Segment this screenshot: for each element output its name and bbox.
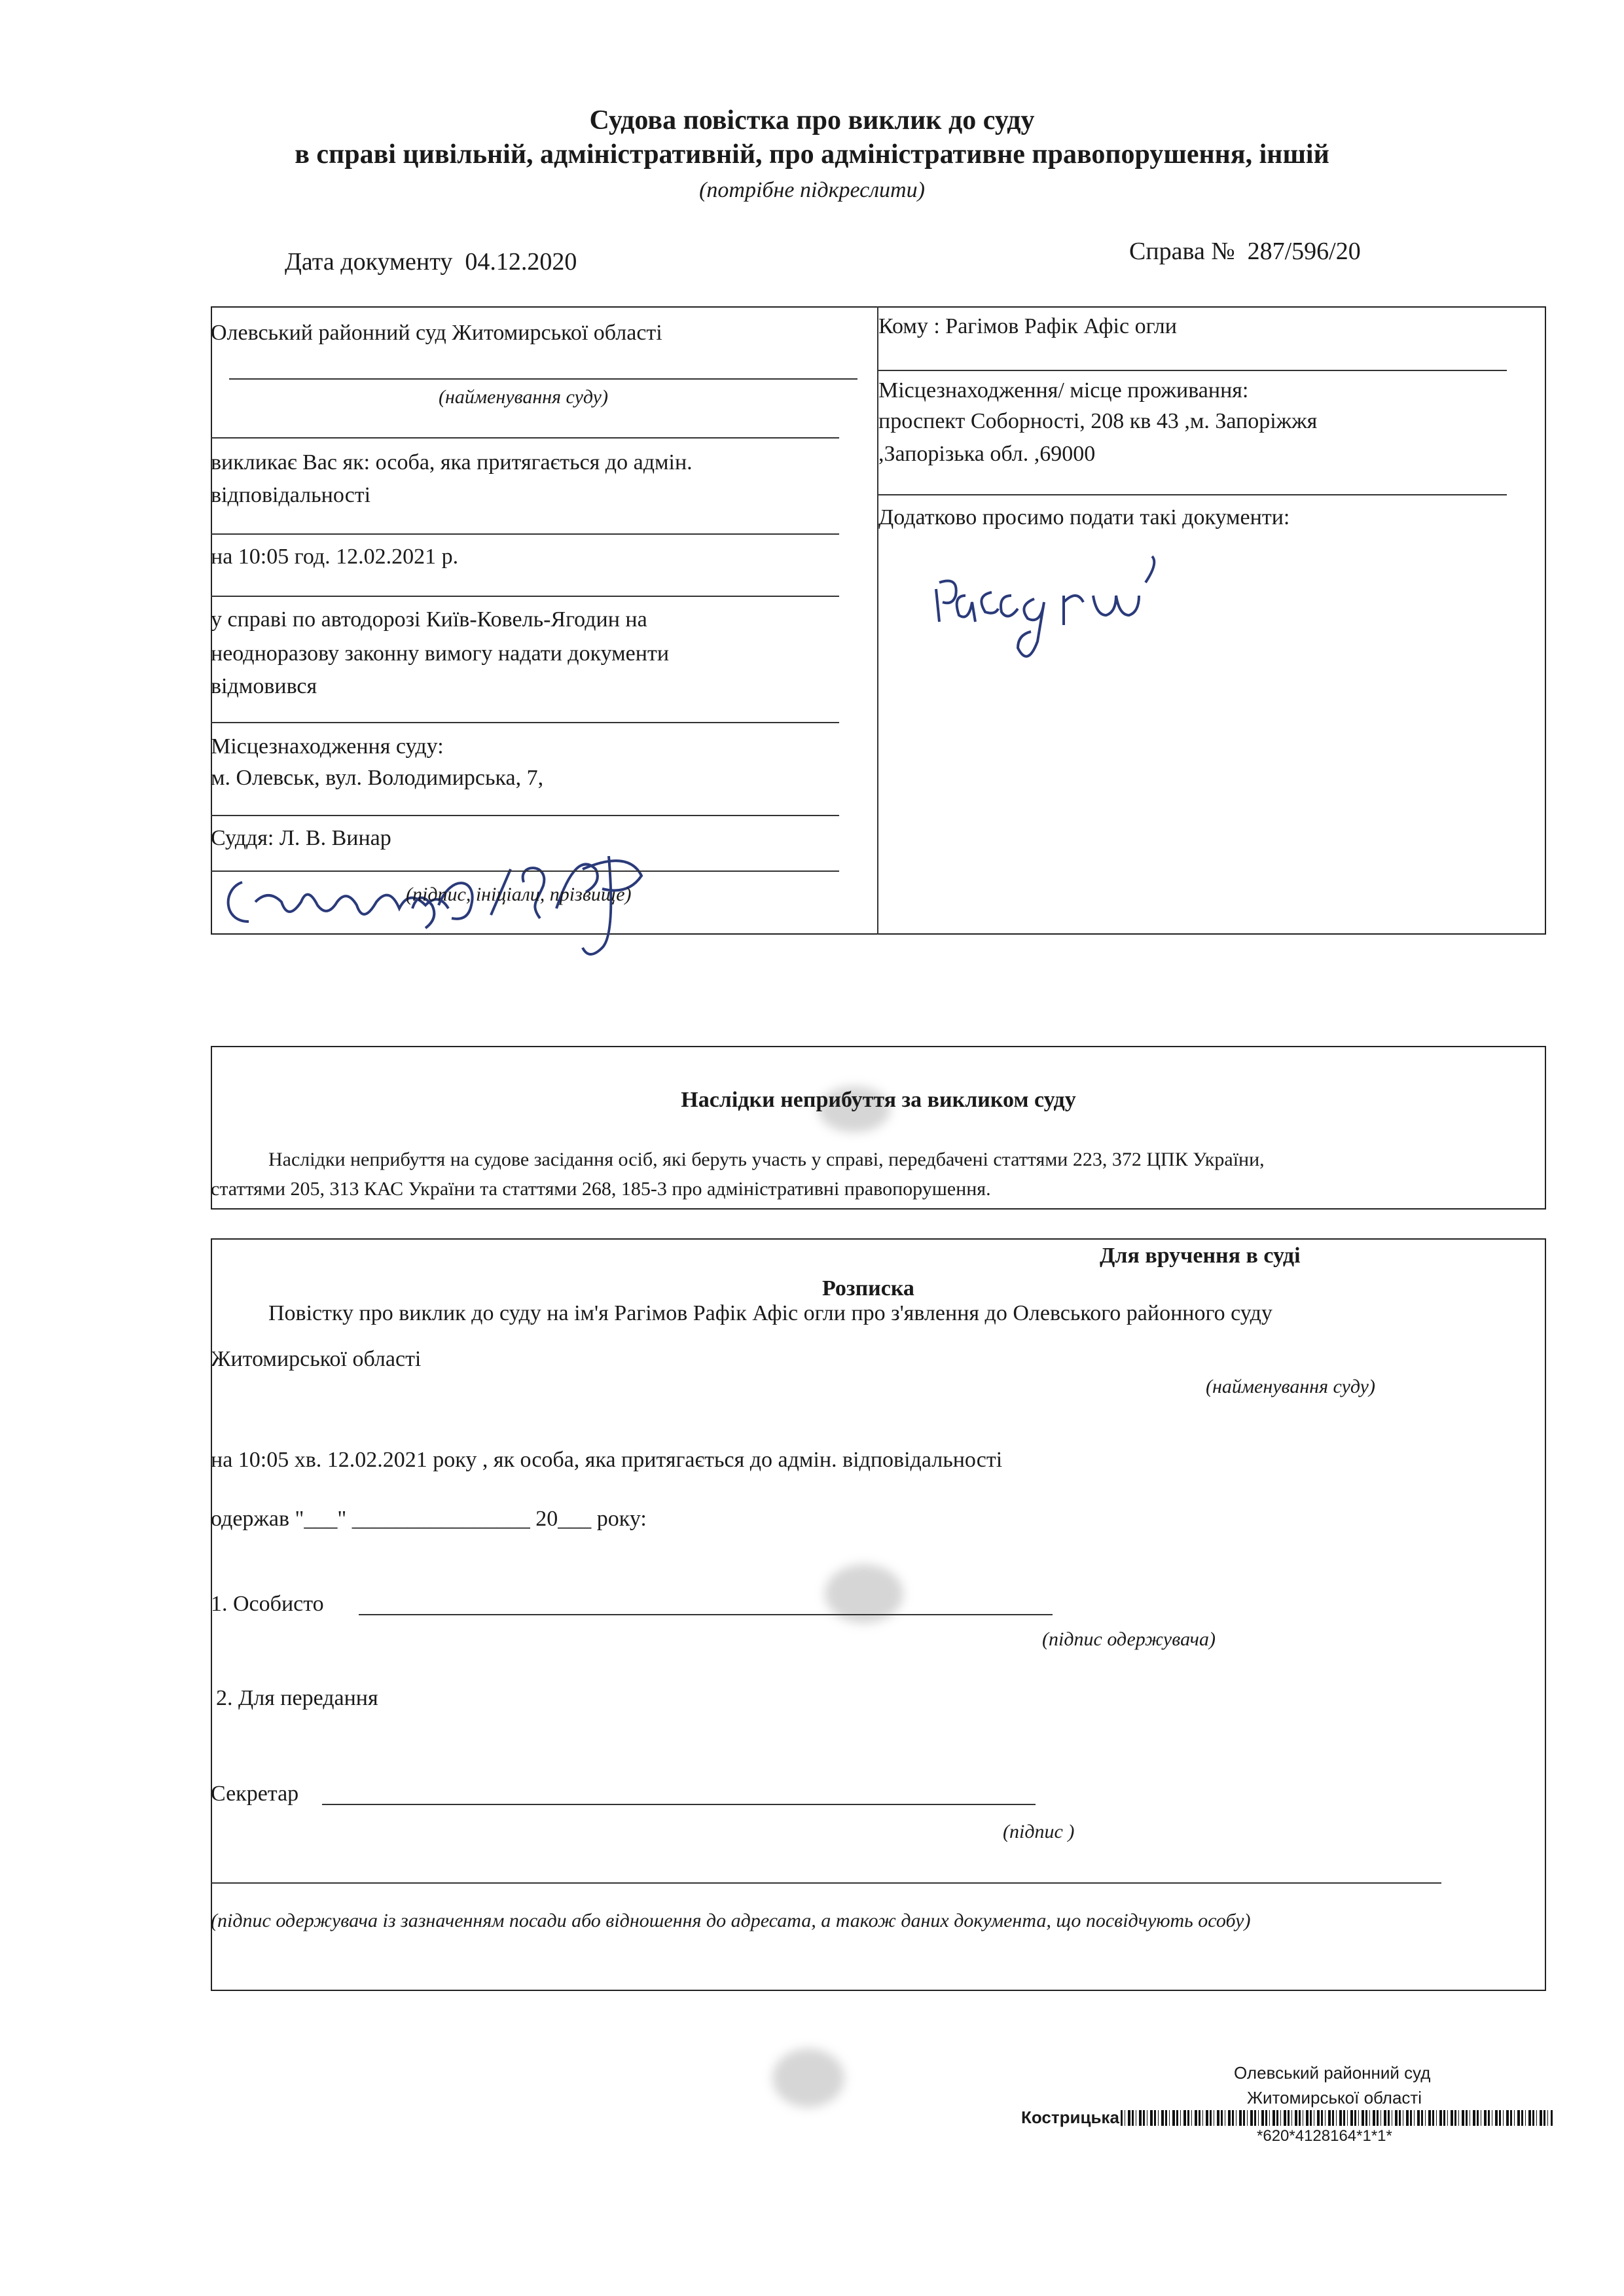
divider <box>229 378 857 380</box>
recipient-details-line <box>211 1882 1441 1884</box>
handwritten-note <box>929 543 1244 668</box>
recipient-address-line1: проспект Соборності, 208 кв 43 ,м. Запоріжжя <box>878 409 1318 433</box>
recipient-name: Кому : Рагімов Рафік Афіс огли <box>878 314 1177 338</box>
case-description-line3: відмовився <box>211 674 317 698</box>
receipt-title: Розписка <box>822 1276 914 1300</box>
document-date <box>285 247 577 276</box>
received-date-line: одержав "___" ________________ 20___ року: <box>211 1507 647 1531</box>
footer-court-line1: Олевський районний суд <box>1234 2063 1431 2083</box>
divider <box>878 370 1507 371</box>
judge-name: Суддя: Л. В. Винар <box>211 826 391 850</box>
footer-court-line2: Житомирської області <box>1247 2088 1422 2108</box>
case-description-line1: у справі по автодорозі Київ-Ковель-Ягодин на <box>211 607 647 632</box>
summons-as-line1: викликає Вас як: особа, яка притягається до адмін. <box>211 450 693 475</box>
underline-note: (потрібне підкреслити) <box>699 178 925 202</box>
signature-caption: (підпис, ініціали, прізвище) <box>406 884 632 905</box>
for-transfer-label: 2. Для передання <box>216 1686 378 1710</box>
case-number <box>1129 237 1361 266</box>
summons-as-line2: відповідальності <box>211 483 371 507</box>
barcode <box>1121 2110 1553 2126</box>
divider <box>211 870 839 872</box>
personally-signature-line <box>359 1614 1053 1615</box>
divider <box>878 494 1507 495</box>
hearing-time: на 10:05 год. 12.02.2021 р. <box>211 545 459 569</box>
court-name: Олевський районний суд Житомирської області <box>211 321 662 345</box>
for-court-delivery: Для вручення в суді <box>1100 1244 1301 1268</box>
case-type-line: в справі цивільній, адміністративній, про адміністративне правопорушення, іншій <box>295 139 1329 170</box>
secretary-signature-line <box>322 1804 1036 1805</box>
page-title: Судова повістка про виклик до суду <box>589 105 1035 135</box>
document-date-label: Дата документу <box>285 248 453 276</box>
case-description-line2: неодноразову законну вимогу надати документи <box>211 641 670 666</box>
consequences-title: Наслідки неприбуття за викликом суду <box>681 1088 1076 1112</box>
receipt-time-line: на 10:05 хв. 12.02.2021 року , як особа, яка притягається до адмін. відповідальності <box>211 1448 1003 1472</box>
divider <box>211 722 839 723</box>
recipient-details-caption: (підпис одержувача із зазначенням посади або відношення до адресата, а також даних документа, що посвідчують особу) <box>211 1910 1251 1931</box>
divider <box>211 815 839 816</box>
case-number-value: 287/596/20 <box>1247 238 1361 265</box>
court-location-label: Місцезнаходження суду: <box>211 734 444 759</box>
receipt-line1: Повістку про виклик до суду на ім'я Рагімов Рафік Афіс огли про з'явлення до Олевського районного суду <box>268 1301 1272 1325</box>
divider <box>211 596 839 597</box>
receipt-line2: Житомирської області <box>211 1347 422 1371</box>
divider <box>211 533 839 535</box>
document-date-value: 04.12.2020 <box>465 248 577 276</box>
barcode-text: *620*4128164*1*1* <box>1257 2127 1392 2145</box>
scan-smudge <box>772 2049 844 2108</box>
secretary-signature-caption: (підпис ) <box>1003 1821 1075 1842</box>
consequences-text-line2: статтями 205, 313 КАС України та статтями 268, 185-3 про адміністративні правопорушення. <box>211 1178 991 1200</box>
extra-documents-label: Додатково просимо подати такі документи: <box>878 505 1290 529</box>
court-name-caption: (найменування суду) <box>439 386 608 408</box>
secretary-label: Секретар <box>211 1782 299 1806</box>
clerk-name: Кострицька <box>1021 2108 1119 2127</box>
divider <box>211 437 839 439</box>
recipient-address-line2: ,Запорізька обл. ,69000 <box>878 442 1096 466</box>
personally-label: 1. Особисто <box>211 1592 324 1616</box>
recipient-signature-caption: (підпис одержувача) <box>1042 1628 1216 1650</box>
case-number-label: Справа № <box>1129 238 1235 265</box>
recipient-address-label: Місцезнаходження/ місце проживання: <box>878 378 1249 403</box>
receipt-court-caption: (найменування суду) <box>1206 1376 1375 1397</box>
consequences-text-line1: Наслідки неприбуття на судове засідання осіб, які беруть участь у справі, передбачені статтями 223, 372 ЦПК України, <box>268 1149 1265 1170</box>
court-location-address: м. Олевськ, вул. Володимирська, 7, <box>211 766 544 790</box>
